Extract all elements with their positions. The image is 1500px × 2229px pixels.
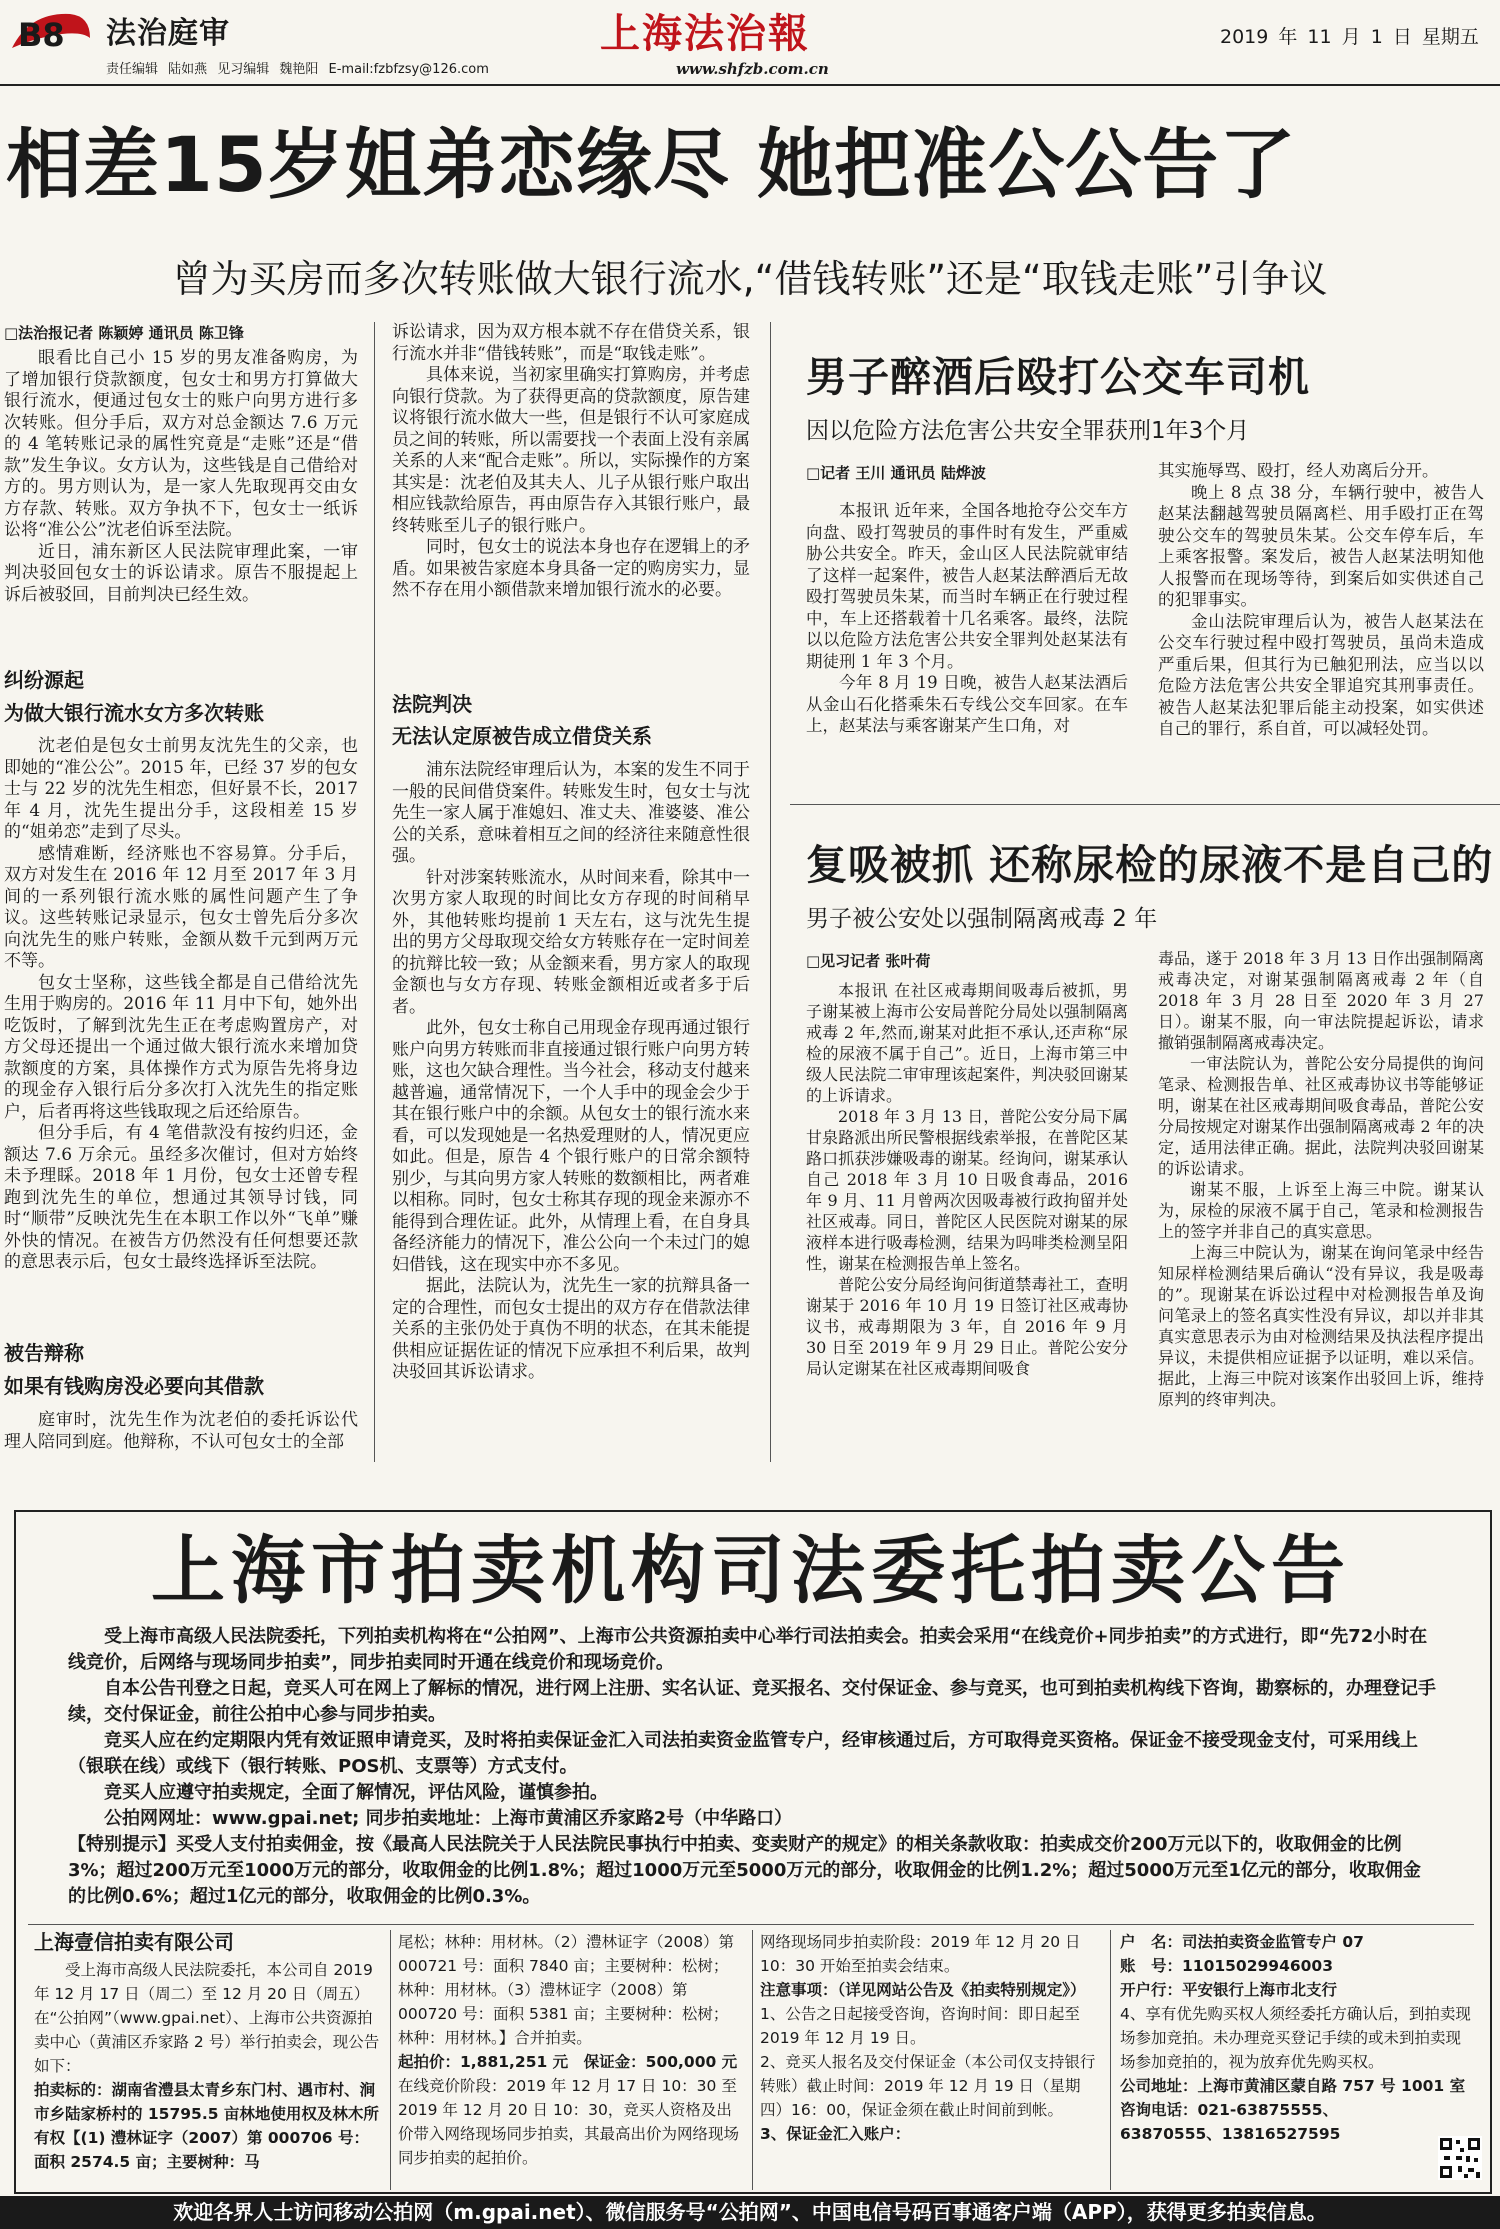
paragraph: 针对涉案转账流水，从时间来看，除其中一次男方家人取现的时间比女方存现的时间稍早外，其他转账均提前 1 天左右，这与沈先生提出的男方父母取现交给女方转账存在一定时间差的抗辩比较一致；从金额来看，男方家人的取现金额也与女方存现、转账金额相近或者多于后者。 (392, 867, 750, 1017)
paragraph: 1、公告之日起接受咨询，咨询时间：即日起至 2019 年 12 月 19 日。 (760, 2005, 1080, 2047)
story2-title: 男子醉酒后殴打公交车司机 (806, 353, 1310, 401)
lead-byline: □法治报记者 陈颖婷 通讯员 陈卫锋 (4, 324, 244, 342)
paragraph: 同时，包女士的说法本身也存在逻辑上的矛盾。如果被告家庭本身具备一定的购房实力，显然不存在用小额借款来增加银行流水的必要。 (392, 537, 750, 600)
paragraph: 近日，浦东新区人民法院审理此案，一审判决驳回包女士的诉讼请求。原告不服提起上诉后被驳回，目前判决已经生效。 (4, 541, 358, 605)
story2-column-a (806, 500, 1128, 737)
paragraph: 具体来说，当初家里确实打算购房，并考虑向银行贷款。为了获得更高的贷款额度，原告建议将银行流水做大一些，但是银行不认可家庭成员之间的转账，所以需要找一个表面上没有亲属关系的人来“配合走账”。所以，实际操作的方案其实是：沈老伯及其夫人、儿子从银行账户取出相应钱款给原告，再由原告存入其银行账户，最终转账至儿子的银行账户。 (392, 365, 750, 536)
account-name: 户 名：司法拍卖资金监管专户 07 (1120, 1933, 1364, 1951)
paragraph: 尾松；林种：用材林。（2）澧林证字（2008）第 000721 号：面积 7840 亩；主要树种：松树；林种：用材林。（3）澧林证字（2008）第 000720 号：面积 5381 亩；主要树种：松树；林种：用材林。】合并拍卖。 (398, 1933, 735, 2047)
paragraph: 竞买人应遵守拍卖规定，全面了解情况，评估风险，谨慎参拍。 (104, 1782, 608, 1803)
lead-headline: 相差15岁姐弟恋缘尽 她把准公公告了 (6, 120, 1297, 209)
paragraph: 2018 年 3 月 13 日，普陀公安分局下属甘泉路派出所民警根据线索举报，在普陀区某路口抓获涉嫌吸毒的谢某。经询问，谢某承认自己 2018 年 3 月 10 日吸食毒品，2016 年 9 月、11 月曾两次因吸毒被行政拘留并处社区戒毒。同日，普陀区人民医院对谢某的尿液样本进行吸毒检测，结果为吗啡类检测呈阳性，谢某在检测报告单上签名。 (806, 1107, 1128, 1273)
account-number: 账 号：11015029946003 (1120, 1957, 1333, 1975)
auction-divider (28, 1924, 1474, 1925)
paragraph: 受上海市高级人民法院委托，下列拍卖机构将在“公拍网”、上海市公共资源拍卖中心举行司法拍卖会。拍卖会采用“在线竞价+同步拍卖”的方式进行，即“先72小时在线竞价，后网络与现场同步拍卖”，同步拍卖同时开通在线竞价和现场竞价。 (68, 1626, 1428, 1673)
paragraph: 注意事项：（详见网站公告及《拍卖特别规定》） (760, 1981, 1086, 1999)
paragraph: 一审法院认为，普陀公安分局提供的询问笔录、检测报告单、社区戒毒协议书等能够证明，谢某在社区戒毒期间吸食毒品，普陀公安分局按规定对谢某作出强制隔离戒毒 2 年的决定，适用法律正确。据此，法院判决驳回谢某的诉讼请求。 (1158, 1054, 1484, 1178)
lead-column-2 (392, 322, 750, 602)
section-heading: 法院判决 (392, 692, 472, 716)
paragraph: 此外，包女士称自己用现金存现再通过银行账户向男方转账而非直接通过银行账户向男方转账，这也欠缺合理性。当今社会，移动支付越来越普遍，通常情况下，一个人手中的现金会少于其在银行账户中的余额。从包女士的银行流水来看，可以发现她是一名热爱理财的人，情况更应如此。但是，原告 4 个银行账户的日常余额特别少，与其向男方家人转账的数额相比，两者难以相称。同时，包女士称其存现的现金来源亦不能得到合理佐证。此外，从情理上看，在自身具备经济能力的情况下，准公公向一个未过门的媳妇借钱，这在现实中亦不多见。 (392, 1018, 750, 1275)
story3-column-a (806, 980, 1128, 1379)
auction-website: 公拍网网址：www.gpai.net; 同步拍卖地址：上海市黄浦区乔家路2号（中华路口） (104, 1808, 793, 1829)
paragraph: 3、保证金汇入账户： (760, 2125, 911, 2143)
story2-byline: □记者 王川 通讯员 陆烨波 (806, 464, 986, 482)
lead-column-1 (4, 348, 358, 606)
story3-subtitle: 男子被公安处以强制隔离戒毒 2 年 (806, 906, 1158, 932)
paragraph: 今年 8 月 19 日晚，被告人赵某法酒后从金山石化搭乘朱石专线公交车回家。在车上，赵某法与乘客谢某产生口角，对 (806, 673, 1128, 735)
header-rule (0, 84, 1500, 86)
story-divider (790, 804, 1500, 805)
paragraph: 金山法院审理后认为，被告人赵某法在公交车行驶过程中殴打驾驶员，虽尚未造成严重后果，但其行为已触犯刑法，应当以以危险方法危害公共安全罪追究其刑事责任。被告人赵某法犯罪后能主动投案，如实供述自己的罪行，系自首，可以减轻处罚。 (1158, 611, 1484, 738)
contact-phone: 咨询电话：021-63875555、63870555、13816527595 (1120, 2101, 1341, 2143)
section-subheading: 为做大银行流水女方多次转账 (4, 701, 264, 725)
starting-price: 起拍价：1,881,251 元 保证金：500,000 元 (398, 2053, 738, 2071)
paragraph: 庭审时，沈先生作为沈老伯的委托诉讼代理人陪同到庭。他辩称，不认可包女士的全部 (4, 1410, 358, 1452)
column-divider (770, 322, 771, 1462)
page-number: B8 (18, 16, 65, 54)
auction-footer-bar: 欢迎各界人士访问移动公拍网（m.gpai.net）、微信服务号“公拍网”、中国电信号码百事通客户端（APP），获得更多拍卖信息。 (0, 2196, 1500, 2229)
paragraph: 网络现场同步拍卖阶段：2019 年 12 月 20 日 10：30 开始至拍卖会结束。 (760, 1933, 1081, 1975)
paragraph: 浦东法院经审理后认为，本案的发生不同于一般的民间借贷案件。转账发生时，包女士与沈先生一家人属于准媳妇、准丈夫、准婆婆、准公公的关系，意味着相互之间的经济往来随意性很强。 (392, 760, 750, 866)
lead-subheadline: 曾为买房而多次转账做大银行流水,“借钱转账”还是“取钱走账”引争议 (172, 257, 1328, 301)
paragraph: 自本公告刊登之日起，竞买人可在网上了解标的情况，进行网上注册、实名认证、竞买报名、交付保证金、参与竞买，也可到拍卖机构线下咨询，勘察标的，办理登记手续，交付保证金，前往公拍中心参与同步拍卖。 (68, 1678, 1436, 1725)
paragraph: 受上海市高级人民法院委托，本公司自 2019 年 12 月 17 日（周二）至 12 月 20 日（周五）在“公拍网”（www.gpai.net）、上海市公共资源拍卖中心（黄浦区乔家路 2 号）举行拍卖会，现公告如下： (34, 1961, 380, 2075)
section-heading: 被告辩称 (4, 1341, 84, 1365)
paragraph: 上海三中院认为，谢某在询问笔录中经告知尿样检测结果后确认“没有异议，我是吸毒的”。现谢某在诉讼过程中对检测报告单及询问笔录上的签名真实性没有异议，却以并非其真实意思表示为由对检测结果及执法程序提出异议，未提供相应证据予以证明，难以采信。据此，上海三中院对该案作出驳回上诉，维持原判的终审判决。 (1158, 1243, 1484, 1409)
story3-column-b (1158, 948, 1484, 1410)
auction-column-1 (34, 1930, 380, 2174)
bank: 开户行：平安银行上海市北支行 (1120, 1981, 1338, 1999)
paragraph: 眼看比自己小 15 岁的男友准备购房，为了增加银行贷款额度，包女士和男方打算做大银行流水，便通过包女士的账户向男方进行多次转账。但分手后，双方对总金额达 7.6 万元的 4 笔转账记录的属性究竟是“走账”还是“借款”发生争议。女方认为，这些钱是自己借给对方的。男方则认为，是一家人先取现再交由女方存款、转账。双方争执不下，包女士一纸诉讼将“准公公”沈老伯诉至法院。 (4, 348, 358, 540)
paragraph: 晚上 8 点 38 分，车辆行驶中，被告人赵某法翻越驾驶员隔离栏、用手殴打正在驾驶公交车的驾驶员朱某。公交车停车后，车上乘客报警。案发后，被告人赵某法明知他人报警而在现场等待，到案后如实供述自己的犯罪事实。 (1158, 482, 1484, 609)
paragraph: 据此，法院认为，沈先生一家的抗辩具备一定的合理性，而包女士提出的双方存在借款法律关系的主张仍处于真伪不明的状态，在其未能提供相应证据佐证的情况下应承担不利后果，故判决驳回其诉讼请求。 (392, 1276, 750, 1382)
story3-byline: □见习记者 张叶荷 (806, 952, 931, 970)
auction-column-4 (1120, 1930, 1472, 2146)
qr-code-icon (1438, 2136, 1482, 2180)
paragraph: 毒品，遂于 2018 年 3 月 13 日作出强制隔离戒毒决定，对谢某强制隔离戒毒 2 年（自 2018 年 3 月 28 日至 2020 年 3 月 27 日）。谢某不服，向一审法院提起诉讼，请求撤销强制隔离戒毒决定。 (1158, 949, 1484, 1052)
story2-column-b (1158, 460, 1484, 740)
paragraph: 拍卖标的：湖南省澧县太青乡东门村、遇市村、涧市乡陆家桥村的 15795.5 亩林地使用权及林木所有权【(1) 澧林证字（2007）第 000706 号：面积 2574.5 亩；主要树种：马 (34, 2081, 379, 2171)
lead-column-2b (392, 760, 750, 1384)
paragraph: 沈老伯是包女士前男友沈先生的父亲，也即她的“准公公”。2015 年，已经 37 岁的包女士与 22 岁的沈先生相恋，但好景不长，2017 年 4 月，沈先生提出分手，这段相差 15 岁的“姐弟恋”走到了尽头。 (4, 736, 358, 842)
website-url[interactable]: www.shfzb.com.cn (676, 60, 829, 78)
special-notice: 【特别提示】买受人支付拍卖佣金，按《最高人民法院关于人民法院民事执行中拍卖、变卖财产的规定》的相关条款收取：拍卖成交价200万元以下的，收取佣金的比例3%；超过200万元至1000万元的部分，收取佣金的比例1.8%；超过1000万元至5000万元的部分，收取佣金的比例1.2%；超过5000万元至1亿元的部分，收取佣金的比例0.6%；超过1亿元的部分，收取佣金的比例0.3%。 (68, 1834, 1421, 1907)
paragraph: 其实施辱骂、殴打，经人劝离后分开。 (1158, 461, 1439, 480)
auction-body (68, 1624, 1438, 1910)
paragraph: 本报讯 近年来，全国各地抢夺公交车方向盘、殴打驾驶员的事件时有发生，严重威胁公共安全。昨天，金山区人民法院就审结了这样一起案件，被告人赵某法醉酒后无故殴打驾驶员朱某，而当时车辆正在行驶过程中，车上还搭载着十几名乘客。最终，法院以以危险方法危害公共安全罪判处赵某法有期徒刑 1 年 3 个月。 (806, 501, 1128, 671)
paragraph: 感情难断，经济账也不容易算。分手后，双方对发生在 2016 年 12 月至 2017 年 3 月间的一系列银行流水账的属性问题产生了争议。这些转账记录显示，包女士曾先后分多次向沈先生的账户转账，金额从数千元到两万元不等。 (4, 843, 358, 971)
paragraph: 包女士坚称，这些钱全都是自己借给沈先生用于购房的。2016 年 11 月中下旬，她外出吃饭时，了解到沈先生正在考虑购置房产，对方父母还提出一个通过做大银行流水来增加贷款额度的方案，具体操作方式为原告先将身边的现金存入银行后分多次打入沈先生的指定账户，后者再将这些钱取现之后还给原告。 (4, 972, 358, 1122)
newspaper-masthead: 上海法治報 (600, 10, 810, 57)
lead-column-1c (4, 1410, 358, 1453)
auction-company: 上海壹信拍卖有限公司 (34, 1930, 234, 1954)
paragraph: 诉讼请求，因为双方根本就不存在借贷关系，银行流水并非“借钱转账”，而是“取钱走账”。 (392, 322, 750, 364)
auction-column-2 (398, 1930, 742, 2170)
paragraph: 本报讯 在社区戒毒期间吸毒后被抓，男子谢某被上海市公安局普陀分局处以强制隔离戒毒 2 年,然而,谢某对此拒不承认,还声称“尿检的尿液不属于自己”。近日，上海市第三中级人民法院二审审理该起案件，判决驳回谢某的上诉请求。 (806, 981, 1128, 1105)
paragraph: 4、享有优先购买权人须经委托方确认后，到拍卖现场参加竞拍。未办理竞买登记手续的或未到拍卖现场参加竞拍的，视为放弃优先购买权。 (1120, 2005, 1471, 2071)
paragraph: 在线竞价阶段：2019 年 12 月 17 日 10：30 至 2019 年 12 月 20 日 10：30，竞买人资格及出价带入网络现场同步拍卖，其最高出价为网络现场同步拍卖的起拍价。 (398, 2077, 740, 2167)
column-divider (390, 1930, 391, 2190)
paragraph: 但分手后，有 4 笔借款没有按约归还，金额达 7.6 万余元。虽经多次催讨，但对方始终未予理睬。2018 年 1 月份，包女士还曾专程跑到沈先生的单位，想通过其领导讨钱，同时“顺带”反映沈先生在本职工作以外“飞单”赚外快的情况。在被告方仍然没有任何想要还款的意思表示后，包女士最终选择诉至法院。 (4, 1123, 358, 1272)
section-heading: 纠纷源起 (4, 668, 84, 692)
section-subheading: 如果有钱购房没必要向其借款 (4, 1374, 264, 1398)
page-number-badge (10, 8, 92, 56)
issue-date: 2019 年 11 月 1 日 星期五 (1220, 26, 1479, 48)
paragraph: 谢某不服，上诉至上海三中院。谢某认为，尿检的尿液不属于自己，笔录和检测报告上的签字并非自己的真实意思。 (1158, 1180, 1484, 1241)
lead-column-1b (4, 736, 358, 1274)
paragraph: 普陀公安分局经询问街道禁毒社工，查明谢某于 2016 年 10 月 19 日签订社区戒毒协议书，戒毒期限为 3 年，自 2016 年 9 月 30 日至 2019 年 9 月 29 日止。普陀公安分局认定谢某在社区戒毒期间吸食 (806, 1275, 1128, 1378)
story3-title: 复吸被抓 还称尿检的尿液不是自己的 (806, 841, 1494, 889)
company-address: 公司地址：上海市黄浦区蒙自路 757 号 1001 室 (1120, 2077, 1466, 2095)
auction-column-3 (760, 1930, 1100, 2146)
editors-line: 责任编辑 陆如燕 见习编辑 魏艳阳 E-mail:fzbfzsy@126.com (106, 62, 489, 77)
column-divider (1110, 1930, 1111, 2190)
column-divider (752, 1930, 753, 2190)
paragraph: 2、竞买人报名及交付保证金（本公司仅支持银行转账）截止时间：2019 年 12 月 19 日（星期四）16：00，保证金须在截止时间前到帐。 (760, 2053, 1096, 2119)
section-subheading: 无法认定原被告成立借贷关系 (392, 724, 652, 748)
auction-title: 上海市拍卖机构司法委托拍卖公告 (151, 1528, 1351, 1614)
story2-subtitle: 因以危险方法危害公共安全罪获刑1年3个月 (806, 418, 1250, 444)
column-divider (374, 322, 375, 1462)
section-title: 法治庭审 (106, 16, 230, 51)
paragraph: 竞买人应在约定期限内凭有效证照申请竞买，及时将拍卖保证金汇入司法拍卖资金监管专户，经审核通过后，方可取得竞买资格。保证金不接受现金支付，可采用线上（银联在线）或线下（银行转账、POS机、支票等）方式支付。 (68, 1730, 1418, 1777)
